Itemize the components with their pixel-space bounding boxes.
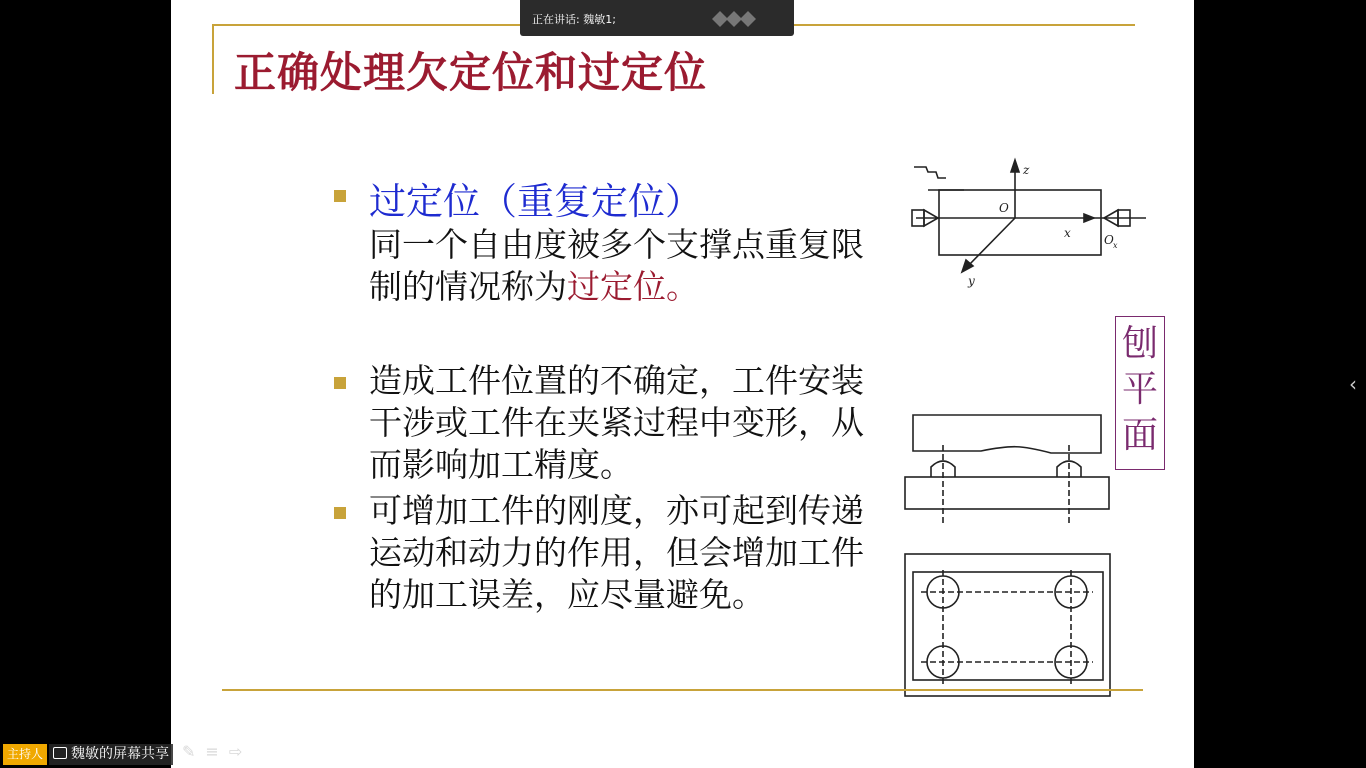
bullet1-text-main: 同一个自由度被多个支撑点重复限制的情况称为	[369, 225, 864, 306]
bullet1-text	[369, 224, 879, 308]
bullet-marker	[334, 190, 346, 202]
overlocation-coordinate-figure	[906, 150, 1146, 295]
audio-wave-icon	[712, 10, 756, 28]
bullet1-text-highlight: 过定位。	[567, 267, 699, 306]
axis-z-label: z	[1023, 163, 1030, 177]
chevron-left-icon[interactable]: ‹	[1349, 372, 1357, 396]
annotation-toolbar	[182, 742, 252, 761]
speaking-text: 正在讲话: 魏敏1;	[532, 13, 616, 26]
axis-y-label: y	[968, 274, 975, 288]
forward-icon[interactable]: ⇨	[228, 742, 253, 761]
host-badge: 主持人	[3, 744, 47, 765]
slide-title: 正确处理欠定位和过定位	[234, 48, 708, 97]
bullet2-text: 造成工件位置的不确定，工件安装干涉或工件在夹紧过程中变形，从而影响加工精度。	[369, 361, 864, 484]
workpiece-support-figure	[901, 405, 1116, 530]
pen-icon[interactable]: ✎	[182, 742, 206, 761]
origin-label: O	[999, 201, 1009, 215]
center-ox-label: O	[1104, 233, 1114, 247]
axis-x-label: x	[1064, 226, 1071, 240]
center-ox-subscript: x	[1113, 241, 1118, 250]
bullet-marker	[334, 507, 346, 519]
left-rule	[212, 24, 214, 94]
menu-icon[interactable]: ≡	[205, 742, 229, 761]
bullet-marker	[334, 377, 346, 389]
slide	[171, 0, 1194, 768]
plan-view-figure	[901, 550, 1116, 700]
bottom-rule	[222, 689, 1143, 691]
screen-share-icon	[53, 747, 67, 759]
screen-share-text: 魏敏的屏幕共享	[71, 746, 169, 762]
planing-surface-label: 刨平面	[1115, 316, 1165, 470]
bullet3-text: 可增加工件的刚度，亦可起到传递运动和动力的作用，但会增加工件的加工误差，应尽量避免。	[369, 491, 864, 614]
bullet1-title: 过定位（重复定位）	[369, 180, 702, 223]
screen-share-label	[49, 744, 173, 765]
